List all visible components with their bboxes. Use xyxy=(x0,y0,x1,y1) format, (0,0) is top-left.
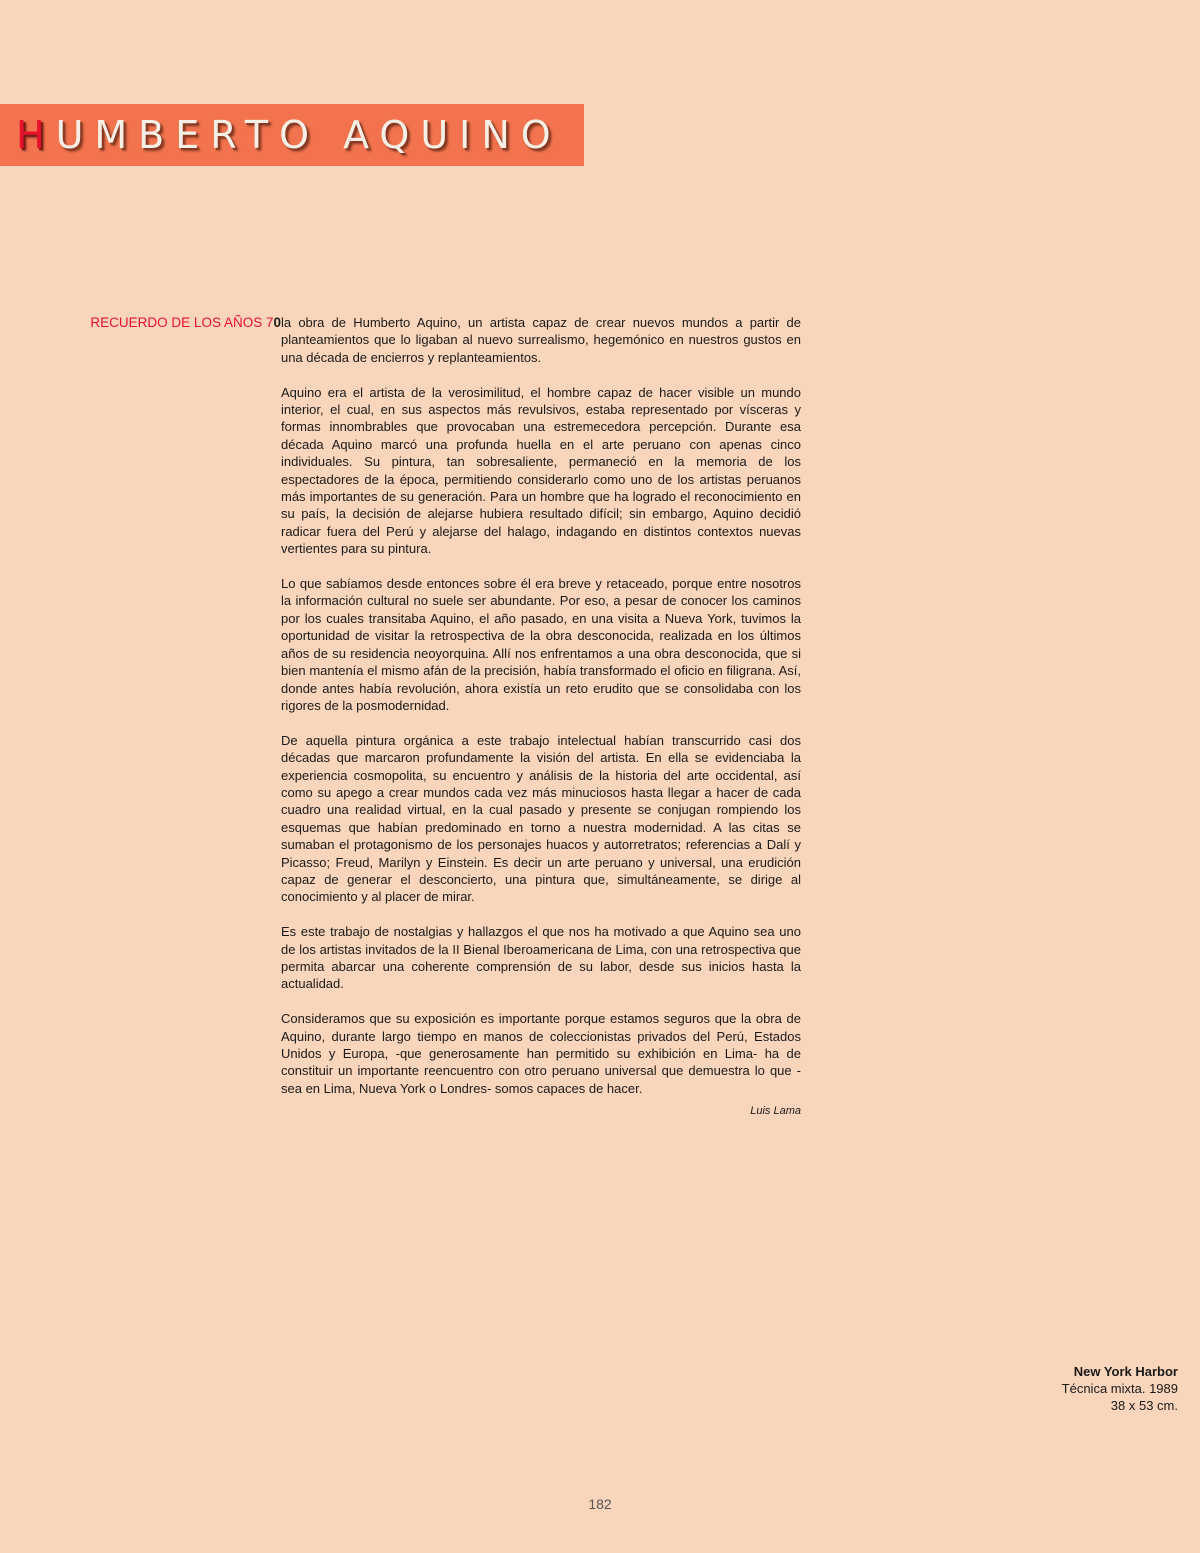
lead-phrase xyxy=(90,314,281,331)
artist-name-title xyxy=(16,113,562,157)
artwork-title: New York Harbor xyxy=(1073,1364,1178,1379)
title-initial: H xyxy=(16,113,56,157)
artwork-caption xyxy=(1062,1363,1178,1414)
paragraph-1 xyxy=(281,314,801,366)
paragraph-6: Consideramos que su exposición es importante porque estamos seguros que la obra de Aquino, durante largo tiempo en manos de coleccionistas privados del Perú, Estados Unidos y Europa, -que generosamente han permitido su exhibición en Lima- ha de constituir un importante reencuentro con otro peruano universal que demuestra lo que -sea en Lima, Nueva York o Londres- somos capaces de hacer. xyxy=(281,1011,801,1096)
lead-phrase-last-char: 0 xyxy=(273,315,281,330)
title-banner xyxy=(0,104,584,166)
article-body xyxy=(90,314,801,1121)
artwork-technique: Técnica mixta. 1989 xyxy=(1061,1381,1178,1396)
paragraph-2: Aquino era el artista de la verosimilitud, el hombre capaz de hacer visible un mundo interior, el cual, en sus aspectos más revulsivos, estaba representado por vísceras y formas innombrables que provocaban una estremecedora percepción. Durante esa década Aquino marcó una profunda huella en el arte peruano con apenas cinco individuales. Su pintura, tan sobresaliente, permaneció en la memoria de los espectadores de la época, permitiendo considerarlo como uno de los artistas peruanos más importantes de su generación. Para un hombre que ha logrado el reconocimiento en su país, la decisión de alejarse hubiera resultado difícil; sin embargo, Aquino decidió radicar fuera del Perú y alejarse del halago, indagando en distintos contextos nuevas vertientes para su pintura. xyxy=(281,384,801,557)
paragraph-5: Es este trabajo de nostalgias y hallazgos el que nos ha motivado a que Aquino sea uno de los artistas invitados de la II Bienal Iberoamericana de Lima, con una retrospectiva que permita abarcar una coherente comprensión de su labor, desde sus inicios hasta la actualidad. xyxy=(281,924,801,992)
paragraph-3: Lo que sabíamos desde entonces sobre él era breve y retaceado, porque entre nosotros la información cultural no suele ser abundante. Por eso, a pesar de conocer los caminos por los cuales transitaba Aquino, el año pasado, en una visita a Nueva York, tuvimos la oportunidad de visitar la retrospectiva de la obra desconocida, realizada en los últimos años de su residencia neoyorquina. Allí nos enfrentamos a una obra desconocida, que si bien mantenía el mismo afán de la precisión, había transformado el oficio en filigrana. Así, donde antes había revolución, ahora existía un reto erudito que se consolidaba con los rigores de la posmodernidad. xyxy=(281,576,801,713)
lead-phrase-text: RECUERDO DE LOS AÑOS 7 xyxy=(90,315,274,330)
paragraph-4: De aquella pintura orgánica a este trabajo intelectual habían transcurrido casi dos décadas que marcaron profundamente la visión del artista. En ella se evidenciaba la experiencia cosmopolita, su encuentro y análisis de la historia del arte occidental, así como su apego a crear mundos cada vez más minuciosos hasta llegar a hacer de cada cuadro una realidad virtual, en la cual pasado y presente se conjugan rompiendo los esquemas que habían predominado en torno a nuestra modernidad. A las citas se sumaban el protagonismo de los personajes huacos y autorretratos; referencias a Dalí y Picasso; Freud, Marilyn y Einstein. Es decir un arte peruano y universal, una erudición capaz de generar el desconcierto, una pintura que, simultáneamente, se dirige al conocimiento y al placer de mirar. xyxy=(281,732,801,905)
artwork-dimensions: 38 x 53 cm. xyxy=(1110,1398,1178,1413)
page-number: 182 xyxy=(588,1496,612,1512)
paragraph-1-text: la obra de Humberto Aquino, un artista capaz de crear nuevos mundos a partir de planteamientos que lo ligaban al nuevo surrealismo, hegemónico en nuestros gustos en una década de encierros y replanteamientos. xyxy=(281,315,801,365)
author-signature: Luis Lama xyxy=(750,1105,801,1118)
title-rest: UMBERTO AQUINO xyxy=(55,113,562,157)
